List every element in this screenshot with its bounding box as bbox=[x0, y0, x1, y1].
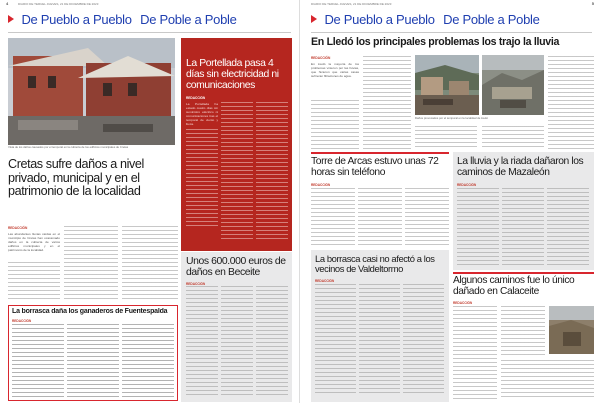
body-text-column bbox=[122, 324, 174, 398]
boxed-byline: REDACCIÓN bbox=[12, 319, 32, 323]
mazaleon-headline: La lluvia y la riada dañaron los caminos de Mazaleón bbox=[457, 156, 584, 179]
sidebar-byline: REDACCIÓN bbox=[186, 96, 206, 100]
body-text-column bbox=[311, 188, 355, 246]
secondary-article bbox=[181, 252, 292, 402]
boxed-headline: La borrasca daña los ganaderos de Fuentespalda bbox=[12, 308, 168, 315]
page-number: 5 bbox=[591, 1, 594, 6]
body-text-column bbox=[311, 100, 359, 150]
photo-caption: Vista de los daños causados por el temporal en la cubierta de los edificios municipales de Cretas bbox=[8, 145, 129, 149]
main-photo bbox=[8, 38, 175, 145]
right-page bbox=[301, 0, 600, 403]
main-article-intro bbox=[311, 54, 359, 78]
damaged-road-photo bbox=[549, 306, 594, 354]
sidebar-article bbox=[181, 38, 292, 251]
body-text-column bbox=[358, 188, 402, 246]
body-text-column bbox=[315, 284, 356, 396]
page-meta: DIARIO DE TERUEL JUEVES, 21 DE DICIEMBRE DE 2023 bbox=[18, 2, 99, 6]
lead-text: En Lledó la mayoría de los problemas vinieron por las lluvias, que hicieron que varias casas sufrieran filtraciones de agua. bbox=[311, 62, 359, 79]
lead-text: Las abundantes lluvias caídas en el municipio de Cretas han ocasionado daños en la cubierta de varios edificios municipales y en el patrimonio de la localidad. bbox=[8, 232, 60, 253]
flood-damage-photo bbox=[415, 55, 479, 115]
body-text-column bbox=[12, 324, 64, 398]
body-text-column bbox=[415, 126, 477, 150]
body-text-column bbox=[547, 188, 589, 266]
section-header bbox=[311, 11, 592, 33]
debris-photo bbox=[482, 55, 544, 115]
main-headline: Cretas sufre daños a nivel privado, municipal y en el patrimonio de la localidad bbox=[8, 158, 144, 199]
main-headline: En Lledó los principales problemas los trajo la lluvia bbox=[311, 37, 560, 48]
sidebar-headline: La Portellada pasa 4 días sin electricidad ni comunicaciones bbox=[186, 58, 279, 92]
arcas-byline: REDACCIÓN bbox=[311, 183, 331, 187]
section-title-alt: De Poble a Poble bbox=[140, 12, 237, 27]
page-meta: DIARIO DE TERUEL JUEVES, 21 DE DICIEMBRE DE 2023 bbox=[311, 2, 392, 6]
calaceite-photo bbox=[549, 306, 594, 354]
valdeltormo-headline: La borrasca casi no afectó a los vecinos de Valdeltormo bbox=[315, 254, 435, 275]
article-rule bbox=[453, 272, 594, 274]
body-text-column bbox=[363, 56, 411, 150]
section-title: De Pueblo a Pueblo bbox=[324, 12, 435, 27]
body-text-column bbox=[548, 56, 594, 150]
body-text-column bbox=[457, 188, 499, 266]
body-text-column bbox=[67, 324, 119, 398]
main-photo bbox=[415, 55, 479, 115]
secondary-headline: Unos 600.000 euros de daños en Beceite bbox=[186, 256, 286, 279]
secondary-byline: REDACCIÓN bbox=[186, 282, 206, 286]
sidebar-lead: La Portellada ha estado cuatro días sin suministro eléctrico ni comunicaciones tras el temporal de viento y lluvia. bbox=[186, 102, 218, 127]
boxed-article bbox=[8, 305, 178, 401]
body-text-column bbox=[359, 284, 400, 396]
section-arrow-icon bbox=[8, 15, 14, 23]
body-text-column bbox=[256, 286, 288, 396]
calaceite-byline: REDACCIÓN bbox=[453, 301, 473, 305]
section-arrow-icon bbox=[311, 15, 317, 23]
valdeltormo-byline: REDACCIÓN bbox=[315, 279, 335, 283]
body-text-column bbox=[502, 188, 544, 266]
arcas-headline: Torre de Arcas estuvo unas 72 horas sin teléfono bbox=[311, 156, 439, 179]
body-text-column bbox=[453, 306, 497, 400]
body-text-column bbox=[405, 188, 449, 246]
secondary-photo bbox=[482, 55, 544, 115]
byline: REDACCIÓN bbox=[8, 226, 28, 230]
body-text-column bbox=[8, 262, 60, 302]
calaceite-headline: Algunos caminos fue lo único dañado en Calaceite bbox=[453, 275, 575, 298]
article-rule bbox=[311, 152, 449, 154]
mazaleon-article bbox=[453, 152, 594, 270]
body-text-column bbox=[501, 306, 545, 356]
sidebar-text-column bbox=[256, 102, 288, 242]
valdeltormo-article bbox=[311, 250, 449, 402]
body-text-column bbox=[122, 226, 178, 302]
byline: REDACCIÓN bbox=[311, 56, 331, 60]
main-article-intro bbox=[8, 224, 60, 252]
body-text-column bbox=[482, 126, 544, 150]
body-text-column bbox=[501, 360, 594, 400]
sidebar-text-column bbox=[186, 102, 218, 242]
section-title: De Pueblo a Pueblo bbox=[21, 12, 132, 27]
photo-caption: Daños provocados por el temporal en la localidad de Lledó bbox=[415, 116, 488, 120]
body-text-column bbox=[221, 286, 253, 396]
section-title-alt: De Poble a Poble bbox=[443, 12, 540, 27]
damaged-buildings-photo bbox=[8, 38, 175, 145]
sidebar-text-column bbox=[221, 102, 253, 242]
section-header bbox=[8, 11, 291, 33]
body-text-column bbox=[186, 286, 218, 396]
mazaleon-byline: REDACCIÓN bbox=[457, 183, 477, 187]
body-text-column bbox=[403, 284, 444, 396]
page-number: 4 bbox=[6, 1, 9, 6]
body-text-column bbox=[64, 226, 118, 302]
